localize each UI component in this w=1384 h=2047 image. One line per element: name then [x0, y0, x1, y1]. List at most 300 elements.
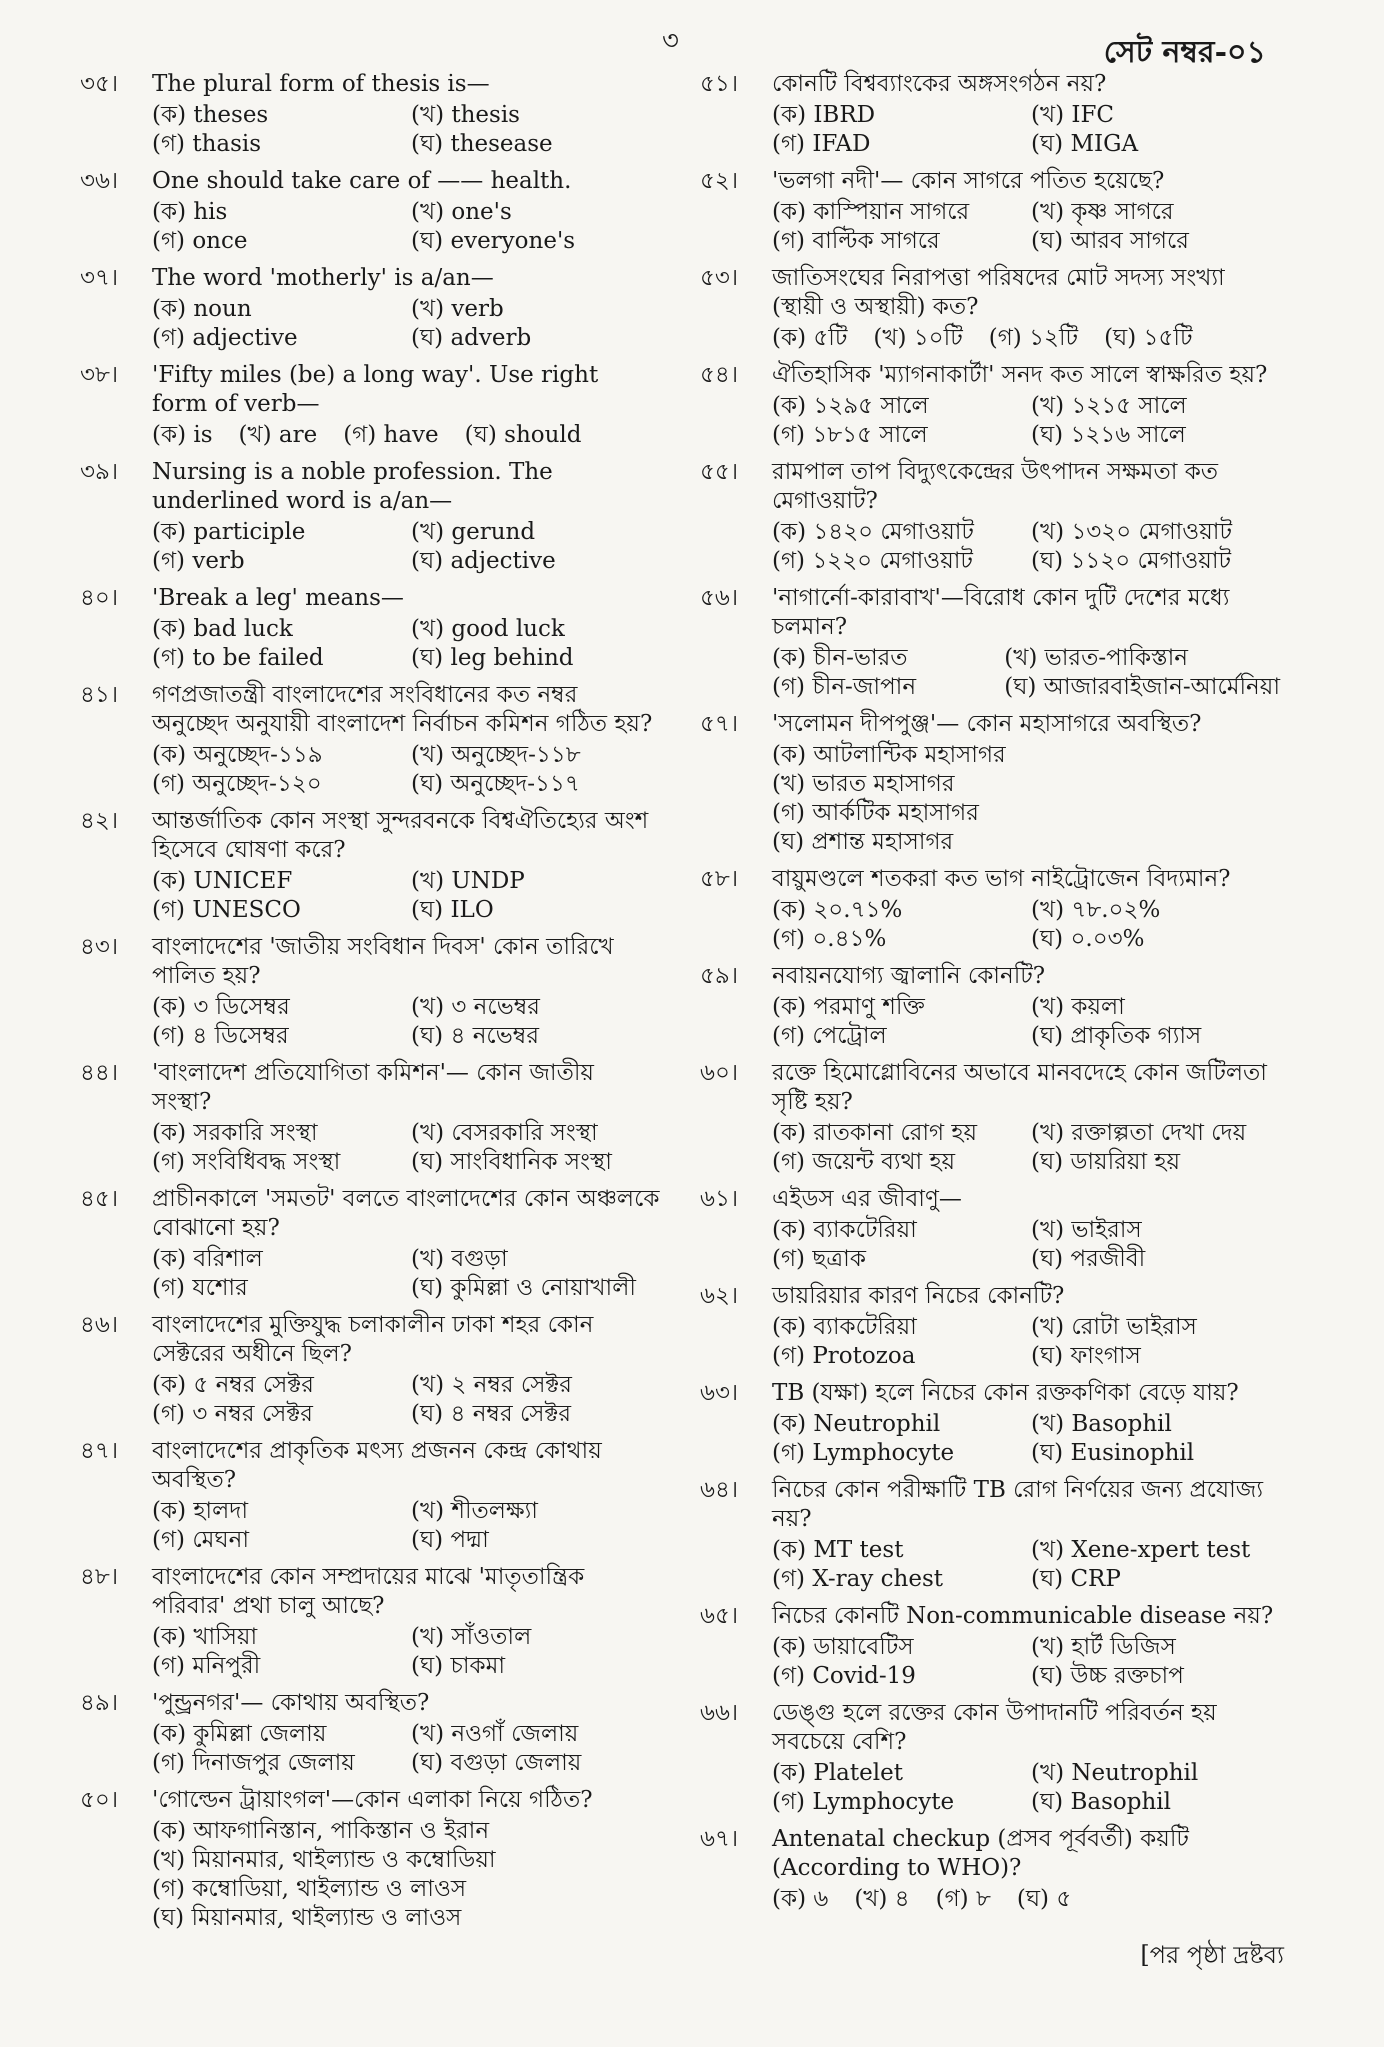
question-number: ৬৩। [700, 1380, 739, 1406]
answer-options [152, 1623, 660, 1681]
answer-option: (ক) bad luck [152, 616, 293, 642]
question-body [772, 584, 1280, 702]
answer-option: (ঘ) thesease [411, 131, 553, 157]
answer-option: (ঘ) কুমিল্লা ও নোয়াখালী [411, 1275, 636, 1301]
question-stem: Nursing is a noble profession. The underlined word is a/an— [152, 459, 553, 514]
answer-option: (গ) মনিপুরী [152, 1653, 261, 1679]
question-item [700, 584, 1280, 702]
question-item [700, 865, 1280, 954]
question-item [700, 1476, 1280, 1594]
answer-option: (ঘ) ১১২০ মেগাওয়াট [1031, 548, 1232, 574]
answer-option: (ক) Platelet [772, 1760, 903, 1786]
question-body [152, 1563, 660, 1681]
question-body [772, 962, 1280, 1051]
answer-option: (ক) আফগানিস্তান, পাকিস্তান ও ইরান [152, 1818, 490, 1844]
answer-option: (ঘ) পদ্মা [411, 1527, 489, 1553]
answer-option: (ঘ) ৫ [1016, 1886, 1072, 1912]
answer-option: (গ) ৩ নম্বর সেক্টর [152, 1401, 313, 1427]
answer-option: (খ) বগুড়া [411, 1246, 508, 1272]
question-body [772, 710, 1280, 857]
answer-options [772, 1536, 1280, 1594]
question-number: ৫৪। [700, 362, 739, 388]
question-number: ৫৯। [700, 963, 739, 989]
question-body [772, 70, 1280, 159]
right-column [700, 70, 1280, 1941]
answer-option: (খ) one's [411, 199, 512, 225]
answer-option: (ক) অনুচ্ছেদ-১১৯ [152, 742, 323, 768]
answer-options [772, 1410, 1280, 1468]
question-number: ৩৫। [80, 71, 119, 97]
answer-option: (খ) Neutrophil [1031, 1760, 1199, 1786]
answer-option: (ঘ) পরজীবী [1031, 1246, 1146, 1272]
answer-option: (গ) যশোর [152, 1275, 248, 1301]
answer-option: (ক) ৫টি [772, 325, 848, 351]
question-body [772, 1185, 1280, 1274]
question-body [152, 70, 660, 159]
answer-option: (ঘ) ৪ নম্বর সেক্টর [411, 1401, 571, 1427]
answer-option: (ঘ) ১২১৬ সালে [1031, 422, 1186, 448]
question-stem: বাংলাদেশের 'জাতীয় সংবিধান দিবস' কোন তারিখে পালিত হয়? [152, 934, 614, 989]
question-body [772, 1602, 1280, 1691]
answer-option: (ঘ) should [464, 422, 582, 448]
question-item [80, 1437, 660, 1555]
question-number: ৩৯। [80, 459, 119, 485]
answer-option: (ঘ) ৪ নভেম্বর [411, 1023, 540, 1049]
answer-option: (ক) ব্যাকটেরিয়া [772, 1314, 917, 1340]
answer-option: (গ) ৪ ডিসেম্বর [152, 1023, 289, 1049]
question-number: ৫৭। [700, 711, 739, 737]
answer-option: (ঘ) চাকমা [411, 1653, 506, 1679]
question-body [152, 361, 660, 450]
answer-option: (ক) ৫ নম্বর সেক্টর [152, 1372, 314, 1398]
answer-options [152, 867, 660, 925]
question-number: ৪৪। [80, 1060, 119, 1086]
answer-options [152, 993, 660, 1051]
question-item [700, 1602, 1280, 1691]
question-stem: 'সলোমন দীপপুঞ্জ'— কোন মহাসাগরে অবস্থিত? [772, 711, 1202, 737]
question-stem: রক্তে হিমোগ্লোবিনের অভাবে মানবদেহে কোন জটিলতা সৃষ্টি হয়? [772, 1060, 1267, 1115]
answer-option: (খ) verb [411, 296, 504, 322]
answer-option: (খ) Xene-xpert test [1031, 1537, 1251, 1563]
answer-options [152, 741, 660, 799]
question-body [152, 1786, 660, 1933]
answer-option: (গ) verb [152, 548, 245, 574]
answer-option: (গ) বাল্টিক সাগরে [772, 228, 940, 254]
answer-option: (খ) অনুচ্ছেদ-১১৮ [411, 742, 581, 768]
answer-option: (খ) সাঁওতাল [411, 1624, 532, 1650]
question-item [80, 1059, 660, 1177]
answer-option: (ঘ) প্রশান্ত মহাসাগর [772, 829, 954, 855]
answer-option: (ঘ) সাংবিধানিক সংস্থা [411, 1149, 612, 1175]
question-item [80, 1689, 660, 1778]
question-item [700, 710, 1280, 857]
answer-options [772, 741, 1280, 857]
answer-option: (গ) সংবিধিবদ্ধ সংস্থা [152, 1149, 341, 1175]
answer-options [772, 1633, 1280, 1691]
question-item [700, 458, 1280, 576]
answer-option: (ক) ১৪২০ মেগাওয়াট [772, 519, 974, 545]
question-body [152, 1437, 660, 1555]
question-number: ৬৫। [700, 1603, 739, 1629]
answer-option: (খ) হার্ট ডিজিস [1031, 1634, 1176, 1660]
answer-option: (খ) ৭৮.০২% [1031, 897, 1161, 923]
question-body [152, 1059, 660, 1177]
answer-options [152, 1371, 660, 1429]
answer-option: (ঘ) ফাংগাস [1031, 1343, 1141, 1369]
answer-option: (গ) পেট্রোল [772, 1023, 887, 1049]
question-number: ৬০। [700, 1060, 739, 1086]
question-stem: 'গোল্ডেন ট্রায়াংগল'—কোন এলাকা নিয়ে গঠিত? [152, 1787, 593, 1813]
answer-option: (খ) IFC [1031, 102, 1115, 128]
answer-option: (ঘ) আরব সাগরে [1031, 228, 1189, 254]
answer-option: (খ) বেসরকারি সংস্থা [411, 1120, 598, 1146]
answer-option: (গ) কম্বোডিয়া, থাইল্যান্ড ও লাওস [152, 1876, 467, 1902]
answer-option: (গ) ৮ [935, 1886, 991, 1912]
question-item [700, 1282, 1280, 1371]
answer-option: (ক) is [152, 422, 213, 448]
question-body [772, 865, 1280, 954]
question-item [80, 933, 660, 1051]
answer-options [152, 101, 660, 159]
answer-option: (গ) আর্কটিক মহাসাগর [772, 800, 979, 826]
question-number: ৪৩। [80, 934, 119, 960]
answer-options [152, 1817, 660, 1933]
answer-option: (ক) noun [152, 296, 252, 322]
set-number: সেট নম্বর-০১ [1103, 35, 1266, 70]
question-body [772, 167, 1280, 256]
answer-option: (ঘ) MIGA [1031, 131, 1139, 157]
answer-option: (ক) চীন-ভারত [772, 645, 908, 671]
answer-option: (ঘ) উচ্চ রক্তচাপ [1031, 1663, 1184, 1689]
question-number: ৪৬। [80, 1312, 119, 1338]
question-item [700, 70, 1280, 159]
answer-option: (ঘ) ILO [411, 897, 494, 923]
answer-option: (ক) Neutrophil [772, 1411, 941, 1437]
answer-option: (ঘ) adjective [411, 548, 556, 574]
answer-options [152, 421, 660, 450]
answer-option: (গ) Lymphocyte [772, 1789, 955, 1815]
question-stem: নবায়নযোগ্য জ্বালানি কোনটি? [772, 963, 1046, 989]
question-columns [80, 70, 1324, 1941]
answer-option: (খ) ৩ নভেম্বর [411, 994, 540, 1020]
answer-option: (গ) once [152, 228, 248, 254]
question-number: ৫৩। [700, 265, 739, 291]
answer-option: (ক) theses [152, 102, 269, 128]
question-body [772, 1825, 1280, 1914]
answer-option: (ক) IBRD [772, 102, 876, 128]
answer-option: (গ) ছত্রাক [772, 1246, 866, 1272]
answer-option: (খ) ভাইরাস [1031, 1217, 1142, 1243]
answer-option: (খ) মিয়ানমার, থাইল্যান্ড ও কম্বোডিয়া [152, 1847, 496, 1873]
question-item [80, 458, 660, 576]
answer-options [772, 198, 1280, 256]
question-item [80, 584, 660, 673]
answer-option: (ঘ) আজারবাইজান-আর্মেনিয়া [1004, 674, 1280, 700]
question-item [700, 167, 1280, 256]
question-item [80, 681, 660, 799]
answer-option: (গ) জয়েন্ট ব্যথা হয় [772, 1149, 956, 1175]
question-number: ৫২। [700, 168, 739, 194]
answer-option: (গ) অনুচ্ছেদ-১২০ [152, 771, 322, 797]
question-stem: গণপ্রজাতন্ত্রী বাংলাদেশের সংবিধানের কত নম্বর অনুচ্ছেদ অনুযায়ী বাংলাদেশ নির্বাচন কমিশন গঠিত হয়? [152, 682, 653, 737]
question-number: ৬১। [700, 1186, 739, 1212]
answer-option: (ক) হালদা [152, 1498, 248, 1524]
answer-option: (ক) সরকারি সংস্থা [152, 1120, 318, 1146]
question-item [700, 962, 1280, 1051]
question-number: ৪২। [80, 808, 119, 834]
answer-option: (ঘ) leg behind [411, 645, 574, 671]
answer-options [772, 392, 1280, 450]
answer-options [152, 615, 660, 673]
answer-option: (গ) ১২টি [988, 325, 1079, 351]
question-stem: আন্তর্জাতিক কোন সংস্থা সুন্দরবনকে বিশ্বঐতিহ্যের অংশ হিসেবে ঘোষণা করে? [152, 808, 649, 863]
question-body [772, 458, 1280, 576]
question-number: ৫৬। [700, 585, 739, 611]
question-stem: 'বাংলাদেশ প্রতিযোগিতা কমিশন'— কোন জাতীয় সংস্থা? [152, 1060, 594, 1115]
question-stem: 'নাগার্নো-কারাবাখ'—বিরোধ কোন দুটি দেশের মধ্যে চলমান? [772, 585, 1230, 640]
answer-option: (ঘ) মিয়ানমার, থাইল্যান্ড ও লাওস [152, 1905, 462, 1931]
question-body [772, 1699, 1280, 1817]
answer-options [772, 1759, 1280, 1817]
answer-option: (ক) রাতকানা রোগ হয় [772, 1120, 978, 1146]
answer-option: (খ) ভারত-পাকিস্তান [1004, 645, 1188, 671]
question-body [772, 1379, 1280, 1468]
answer-option: (ক) কুমিল্লা জেলায় [152, 1721, 327, 1747]
question-stem: 'Break a leg' means— [152, 585, 404, 611]
answer-option: (ক) participle [152, 519, 306, 545]
answer-option: (গ) to be failed [152, 645, 324, 671]
question-item [80, 1311, 660, 1429]
question-number: ৩৮। [80, 362, 119, 388]
question-body [152, 584, 660, 673]
question-number: ৬৬। [700, 1700, 739, 1726]
question-item [700, 1699, 1280, 1817]
question-number: ৪০। [80, 585, 119, 611]
answer-option: (ক) বরিশাল [152, 1246, 263, 1272]
answer-options [772, 1119, 1280, 1177]
answer-option: (গ) X-ray chest [772, 1566, 944, 1592]
question-number: ৪১। [80, 682, 119, 708]
answer-options [152, 518, 660, 576]
answer-option: (খ) কৃষ্ণ সাগরে [1031, 199, 1174, 225]
answer-options [772, 993, 1280, 1051]
question-body [772, 1282, 1280, 1371]
answer-option: (খ) thesis [411, 102, 520, 128]
question-item [80, 807, 660, 925]
answer-option: (ক) আটলান্টিক মহাসাগর [772, 742, 1006, 768]
answer-option: (খ) ভারত মহাসাগর [772, 771, 955, 797]
answer-option: (ক) MT test [772, 1537, 904, 1563]
question-item [700, 361, 1280, 450]
answer-options [772, 518, 1280, 576]
question-stem: ঐতিহাসিক 'ম্যাগনাকার্টা' সনদ কত সালে স্বাক্ষরিত হয়? [772, 362, 1268, 388]
question-item [80, 1185, 660, 1303]
question-stem: 'ভলগা নদী'— কোন সাগরে পতিত হয়েছে? [772, 168, 1165, 194]
question-body [152, 1185, 660, 1303]
answer-option: (ঘ) অনুচ্ছেদ-১১৭ [411, 771, 580, 797]
question-stem: নিচের কোন পরীক্ষাটি TB রোগ নির্ণয়ের জন্য প্রযোজ্য নয়? [772, 1477, 1264, 1532]
answer-option: (ক) his [152, 199, 228, 225]
question-number: ৪৮। [80, 1564, 119, 1590]
page-number: ৩ [662, 26, 679, 56]
question-item [80, 1786, 660, 1933]
question-body [152, 1689, 660, 1778]
question-number: ৬৭। [700, 1826, 739, 1852]
question-body [152, 807, 660, 925]
question-number: ৫০। [80, 1787, 119, 1813]
answer-option: (ঘ) adverb [411, 325, 532, 351]
answer-options [152, 295, 660, 353]
answer-option: (ঘ) CRP [1031, 1566, 1121, 1592]
question-number: ৪৯। [80, 1690, 119, 1716]
answer-option: (ঘ) বগুড়া জেলায় [411, 1750, 582, 1776]
answer-option: (খ) good luck [411, 616, 565, 642]
question-item [80, 167, 660, 256]
answer-option: (খ) রক্তাল্পতা দেখা দেয় [1031, 1120, 1247, 1146]
question-number: ৬৪। [700, 1477, 739, 1503]
answer-option: (খ) gerund [411, 519, 536, 545]
answer-option: (গ) দিনাজপুর জেলায় [152, 1750, 355, 1776]
question-number: ৬২। [700, 1283, 739, 1309]
question-body [152, 1311, 660, 1429]
question-body [772, 1059, 1280, 1177]
answer-options [772, 101, 1280, 159]
answer-option: (খ) UNDP [411, 868, 525, 894]
answer-option: (গ) Protozoa [772, 1343, 916, 1369]
question-body [152, 933, 660, 1051]
answer-option: (খ) ৪ [854, 1886, 910, 1912]
question-item [700, 1379, 1280, 1468]
answer-option: (ঘ) ১৫টি [1104, 325, 1193, 351]
question-body [152, 264, 660, 353]
answer-option: (ঘ) প্রাকৃতিক গ্যাস [1031, 1023, 1202, 1049]
question-item [700, 264, 1280, 353]
question-stem: বাংলাদেশের মুক্তিযুদ্ধ চলাকালীন ঢাকা শহর কোন সেক্টরের অধীনে ছিল? [152, 1312, 594, 1367]
answer-option: (গ) ১৮১৫ সালে [772, 422, 928, 448]
answer-option: (খ) রোটা ভাইরাস [1031, 1314, 1197, 1340]
answer-option: (খ) are [238, 422, 318, 448]
question-body [152, 458, 660, 576]
question-stem: One should take care of —— health. [152, 168, 572, 194]
answer-option: (গ) have [343, 422, 439, 448]
question-item [80, 70, 660, 159]
answer-option: (ক) ডায়াবেটিস [772, 1634, 914, 1660]
left-column [80, 70, 660, 1941]
question-stem: 'পুন্ড্রনগর'— কোথায় অবস্থিত? [152, 1690, 430, 1716]
question-item [700, 1059, 1280, 1177]
question-item [80, 264, 660, 353]
answer-option: (খ) ১২১৫ সালে [1031, 393, 1187, 419]
answer-option: (গ) ০.৪১% [772, 926, 887, 952]
question-body [152, 167, 660, 256]
question-stem: রামপাল তাপ বিদ্যুৎকেন্দ্রের উৎপাদন সক্ষমতা কত মেগাওয়াট? [772, 459, 1219, 514]
answer-option: (গ) thasis [152, 131, 262, 157]
answer-option: (ঘ) ডায়রিয়া হয় [1031, 1149, 1181, 1175]
answer-options [772, 644, 1280, 702]
question-number: ৫৮। [700, 866, 739, 892]
question-stem: বাংলাদেশের প্রাকৃতিক মৎস্য প্রজনন কেন্দ্র কোথায় অবস্থিত? [152, 1438, 602, 1493]
answer-options [152, 198, 660, 256]
answer-option: (খ) শীতলক্ষ্যা [411, 1498, 538, 1524]
answer-options [772, 324, 1280, 353]
question-number: ৪৫। [80, 1186, 119, 1212]
question-number: ৩৭। [80, 265, 119, 291]
question-number: ৪৭। [80, 1438, 119, 1464]
answer-option: (গ) মেঘনা [152, 1527, 250, 1553]
answer-option: (ক) কাস্পিয়ান সাগরে [772, 199, 970, 225]
answer-options [772, 1313, 1280, 1371]
answer-option: (গ) চীন-জাপান [772, 674, 917, 700]
question-body [152, 681, 660, 799]
answer-option: (খ) নওগাঁ জেলায় [411, 1721, 579, 1747]
answer-option: (ক) UNICEF [152, 868, 293, 894]
footer-note: [পর পৃষ্ঠা দ্রষ্টব্য [1140, 1941, 1284, 1969]
question-number: ৫৫। [700, 459, 739, 485]
answer-options [772, 896, 1280, 954]
answer-option: (গ) Covid-19 [772, 1663, 916, 1689]
answer-options [772, 1885, 1280, 1914]
answer-options [772, 1216, 1280, 1274]
question-stem: 'Fifty miles (be) a long way'. Use right form of verb— [152, 362, 599, 417]
question-item [700, 1825, 1280, 1914]
question-body [772, 264, 1280, 353]
answer-option: (ক) ৩ ডিসেম্বর [152, 994, 290, 1020]
question-number: ৫১। [700, 71, 739, 97]
answer-option: (গ) adjective [152, 325, 298, 351]
answer-option: (খ) ২ নম্বর সেক্টর [411, 1372, 572, 1398]
answer-option: (ক) ব্যাকটেরিয়া [772, 1217, 917, 1243]
answer-option: (গ) Lymphocyte [772, 1440, 955, 1466]
answer-option: (ঘ) Eusinophil [1031, 1440, 1195, 1466]
question-item [80, 1563, 660, 1681]
question-body [772, 361, 1280, 450]
answer-option: (ক) ২০.৭১% [772, 897, 903, 923]
question-stem: TB (যক্ষা) হলে নিচের কোন রক্তকণিকা বেড়ে যায়? [772, 1380, 1239, 1406]
question-stem: বায়ুমণ্ডলে শতকরা কত ভাগ নাইট্রোজেন বিদ্যমান? [772, 866, 1231, 892]
answer-option: (খ) কয়লা [1031, 994, 1125, 1020]
question-body [772, 1476, 1280, 1594]
question-stem: এইডস এর জীবাণু— [772, 1186, 962, 1212]
question-stem: বাংলাদেশের কোন সম্প্রদায়ের মাঝে 'মাতৃতান্ত্রিক পরিবার' প্রথা চালু আছে? [152, 1564, 585, 1619]
answer-option: (ক) ৬ [772, 1886, 829, 1912]
question-item [700, 1185, 1280, 1274]
answer-options [152, 1119, 660, 1177]
answer-option: (ঘ) Basophil [1031, 1789, 1171, 1815]
answer-option: (ক) ১২৯৫ সালে [772, 393, 929, 419]
question-number: ৩৬। [80, 168, 119, 194]
answer-option: (ঘ) everyone's [411, 228, 576, 254]
answer-option: (খ) ১৩২০ মেগাওয়াট [1031, 519, 1232, 545]
answer-option: (গ) IFAD [772, 131, 871, 157]
answer-option: (ক) পরমাণু শক্তি [772, 994, 925, 1020]
question-stem: ডায়রিয়ার কারণ নিচের কোনটি? [772, 1283, 1065, 1309]
question-stem: জাতিসংঘের নিরাপত্তা পরিষদের মোট সদস্য সংখ্যা (স্থায়ী ও অস্থায়ী) কত? [772, 265, 1225, 320]
question-stem: কোনটি বিশ্বব্যাংকের অঙ্গসংগঠন নয়? [772, 71, 1107, 97]
answer-option: (ঘ) ০.০৩% [1031, 926, 1145, 952]
answer-option: (খ) Basophil [1031, 1411, 1172, 1437]
answer-option: (গ) ১২২০ মেগাওয়াট [772, 548, 973, 574]
question-stem: The word 'motherly' is a/an— [152, 265, 494, 291]
answer-options [152, 1245, 660, 1303]
question-stem: ডেঙ্গু হলে রক্তের কোন উপাদানটি পরিবর্তন হয় সবচেয়ে বেশি? [772, 1700, 1217, 1755]
question-stem: The plural form of thesis is— [152, 71, 490, 97]
answer-option: (গ) UNESCO [152, 897, 301, 923]
answer-options [152, 1497, 660, 1555]
question-stem: নিচের কোনটি Non-communicable disease নয়? [772, 1603, 1274, 1629]
answer-option: (ক) খাসিয়া [152, 1624, 258, 1650]
question-stem: Antenatal checkup (প্রসব পূর্ববর্তী) কয়টি (According to WHO)? [772, 1826, 1189, 1881]
answer-options [152, 1720, 660, 1778]
